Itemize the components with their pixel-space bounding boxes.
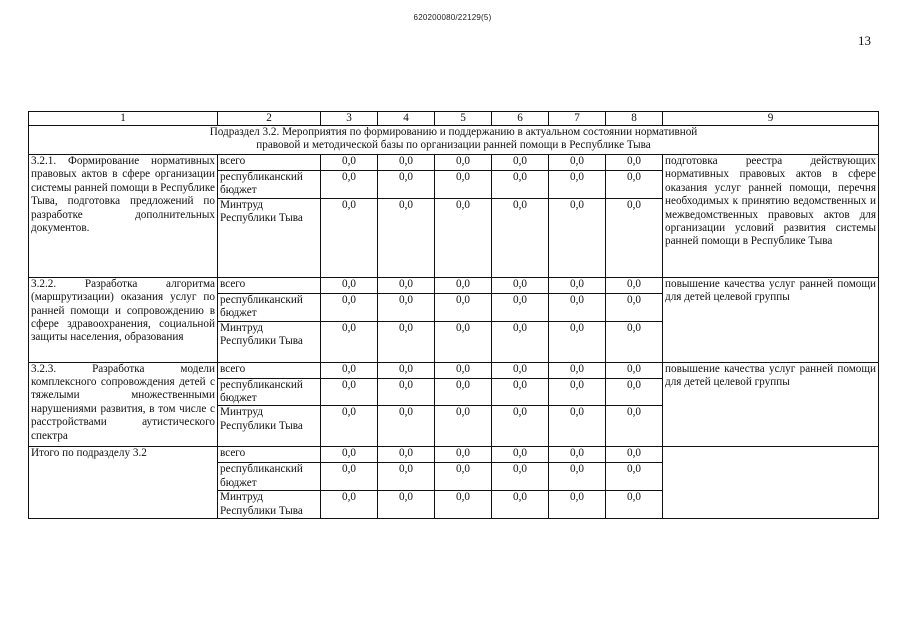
value-cell: 0,0 (606, 321, 663, 362)
value-cell: 0,0 (378, 198, 435, 277)
value-cell: 0,0 (435, 406, 492, 447)
column-number-row (29, 112, 879, 126)
value-cell: 0,0 (492, 155, 549, 171)
value-cell: 0,0 (492, 198, 549, 277)
funding-source: Минтруд Республики Тыва (218, 198, 321, 277)
value-cell: 0,0 (492, 171, 549, 199)
value-cell: 0,0 (435, 171, 492, 199)
value-cell: 0,0 (606, 155, 663, 171)
value-cell: 0,0 (492, 491, 549, 519)
column-header: 6 (492, 112, 549, 126)
activity-name: 3.2.2. Разработка алгоритма (маршрутизации) оказания услуг по ранней помощи и сопровождению в сфере здравоохранения, социальной защиты населения, образования (29, 277, 218, 362)
activity-name: 3.2.1. Формирование нормативных правовых актов в сфере организации системы ранней помощи в Республике Тыва, подготовка предложений по разработке дополнительных документов. (29, 155, 218, 278)
value-cell: 0,0 (378, 406, 435, 447)
value-cell: 0,0 (492, 378, 549, 406)
expected-result: повышение качества услуг ранней помощи для детей целевой группы (663, 277, 879, 362)
value-cell: 0,0 (549, 198, 606, 277)
funding-source: всего (218, 447, 321, 463)
value-cell: 0,0 (549, 277, 606, 293)
funding-source: республиканский бюджет (218, 378, 321, 406)
column-header: 2 (218, 112, 321, 126)
funding-source: республиканский бюджет (218, 463, 321, 491)
value-cell: 0,0 (606, 491, 663, 519)
value-cell: 0,0 (321, 378, 378, 406)
value-cell: 0,0 (435, 447, 492, 463)
value-cell: 0,0 (321, 198, 378, 277)
column-header: 4 (378, 112, 435, 126)
value-cell: 0,0 (549, 491, 606, 519)
value-cell: 0,0 (549, 447, 606, 463)
value-cell: 0,0 (435, 293, 492, 321)
value-cell: 0,0 (549, 406, 606, 447)
funding-source: всего (218, 362, 321, 378)
funding-source: республиканский бюджет (218, 293, 321, 321)
funding-source: всего (218, 277, 321, 293)
value-cell: 0,0 (435, 463, 492, 491)
subsection-title-row (29, 126, 879, 155)
value-cell: 0,0 (549, 155, 606, 171)
value-cell: 0,0 (321, 293, 378, 321)
value-cell: 0,0 (321, 277, 378, 293)
value-cell: 0,0 (549, 321, 606, 362)
value-cell: 0,0 (549, 171, 606, 199)
value-cell: 0,0 (606, 447, 663, 463)
value-cell: 0,0 (435, 362, 492, 378)
value-cell: 0,0 (321, 155, 378, 171)
column-header: 1 (29, 112, 218, 126)
value-cell: 0,0 (378, 463, 435, 491)
expected-result: подготовка реестра действующих нормативных правовых актов в сфере оказания услуг ранней помощи, перечня необходимых к принятию ведомственных и межведомственных правовых актов для организации условий развития системы ранней помощи в Республике Тыва (663, 155, 879, 278)
value-cell: 0,0 (606, 198, 663, 277)
value-cell: 0,0 (492, 293, 549, 321)
expected-result: повышение качества услуг ранней помощи для детей целевой группы (663, 362, 879, 447)
value-cell: 0,0 (606, 293, 663, 321)
value-cell: 0,0 (606, 171, 663, 199)
total-row (29, 447, 879, 463)
value-cell: 0,0 (492, 321, 549, 362)
subsection-title-line: правовой и методической базы по организации ранней помощи в Республике Тыва (256, 139, 651, 152)
funding-source: Минтруд Республики Тыва (218, 491, 321, 519)
budget-table (28, 111, 879, 519)
column-header: 9 (663, 112, 879, 126)
total-label: Итого по подразделу 3.2 (29, 447, 218, 519)
value-cell: 0,0 (435, 321, 492, 362)
document-id: 620200080/22129(5) (413, 13, 492, 22)
value-cell: 0,0 (321, 491, 378, 519)
value-cell: 0,0 (435, 155, 492, 171)
value-cell: 0,0 (378, 277, 435, 293)
value-cell: 0,0 (492, 447, 549, 463)
expected-result (663, 447, 879, 519)
value-cell: 0,0 (549, 362, 606, 378)
value-cell: 0,0 (378, 491, 435, 519)
funding-source: республиканский бюджет (218, 171, 321, 199)
value-cell: 0,0 (606, 277, 663, 293)
value-cell: 0,0 (378, 447, 435, 463)
value-cell: 0,0 (435, 277, 492, 293)
value-cell: 0,0 (606, 463, 663, 491)
table-row (29, 362, 879, 378)
subsection-title-line: Подраздел 3.2. Мероприятия по формированию и поддержанию в актуальном состоянии нормативной (209, 126, 698, 138)
column-header: 3 (321, 112, 378, 126)
value-cell: 0,0 (378, 155, 435, 171)
value-cell: 0,0 (378, 378, 435, 406)
activity-name: 3.2.3. Разработка модели комплексного сопровождения детей с тяжелыми множественными нарушениями развития, в том числе с расстройствами аутистического спектра (29, 362, 218, 447)
table-row (29, 277, 879, 293)
value-cell: 0,0 (606, 378, 663, 406)
table-row (29, 155, 879, 171)
funding-source: всего (218, 155, 321, 171)
value-cell: 0,0 (549, 293, 606, 321)
column-header: 8 (606, 112, 663, 126)
page-number: 13 (858, 33, 871, 48)
value-cell: 0,0 (435, 378, 492, 406)
value-cell: 0,0 (378, 293, 435, 321)
funding-source: Минтруд Республики Тыва (218, 406, 321, 447)
value-cell: 0,0 (321, 171, 378, 199)
value-cell: 0,0 (492, 362, 549, 378)
value-cell: 0,0 (321, 406, 378, 447)
value-cell: 0,0 (492, 463, 549, 491)
value-cell: 0,0 (492, 406, 549, 447)
column-header: 7 (549, 112, 606, 126)
value-cell: 0,0 (321, 463, 378, 491)
column-header: 5 (435, 112, 492, 126)
value-cell: 0,0 (549, 463, 606, 491)
value-cell: 0,0 (378, 321, 435, 362)
value-cell: 0,0 (321, 321, 378, 362)
value-cell: 0,0 (378, 171, 435, 199)
value-cell: 0,0 (549, 378, 606, 406)
value-cell: 0,0 (378, 362, 435, 378)
value-cell: 0,0 (492, 277, 549, 293)
value-cell: 0,0 (435, 198, 492, 277)
value-cell: 0,0 (321, 362, 378, 378)
value-cell: 0,0 (606, 362, 663, 378)
value-cell: 0,0 (606, 406, 663, 447)
funding-source: Минтруд Республики Тыва (218, 321, 321, 362)
subsection-title (29, 126, 879, 155)
value-cell: 0,0 (435, 491, 492, 519)
value-cell: 0,0 (321, 447, 378, 463)
